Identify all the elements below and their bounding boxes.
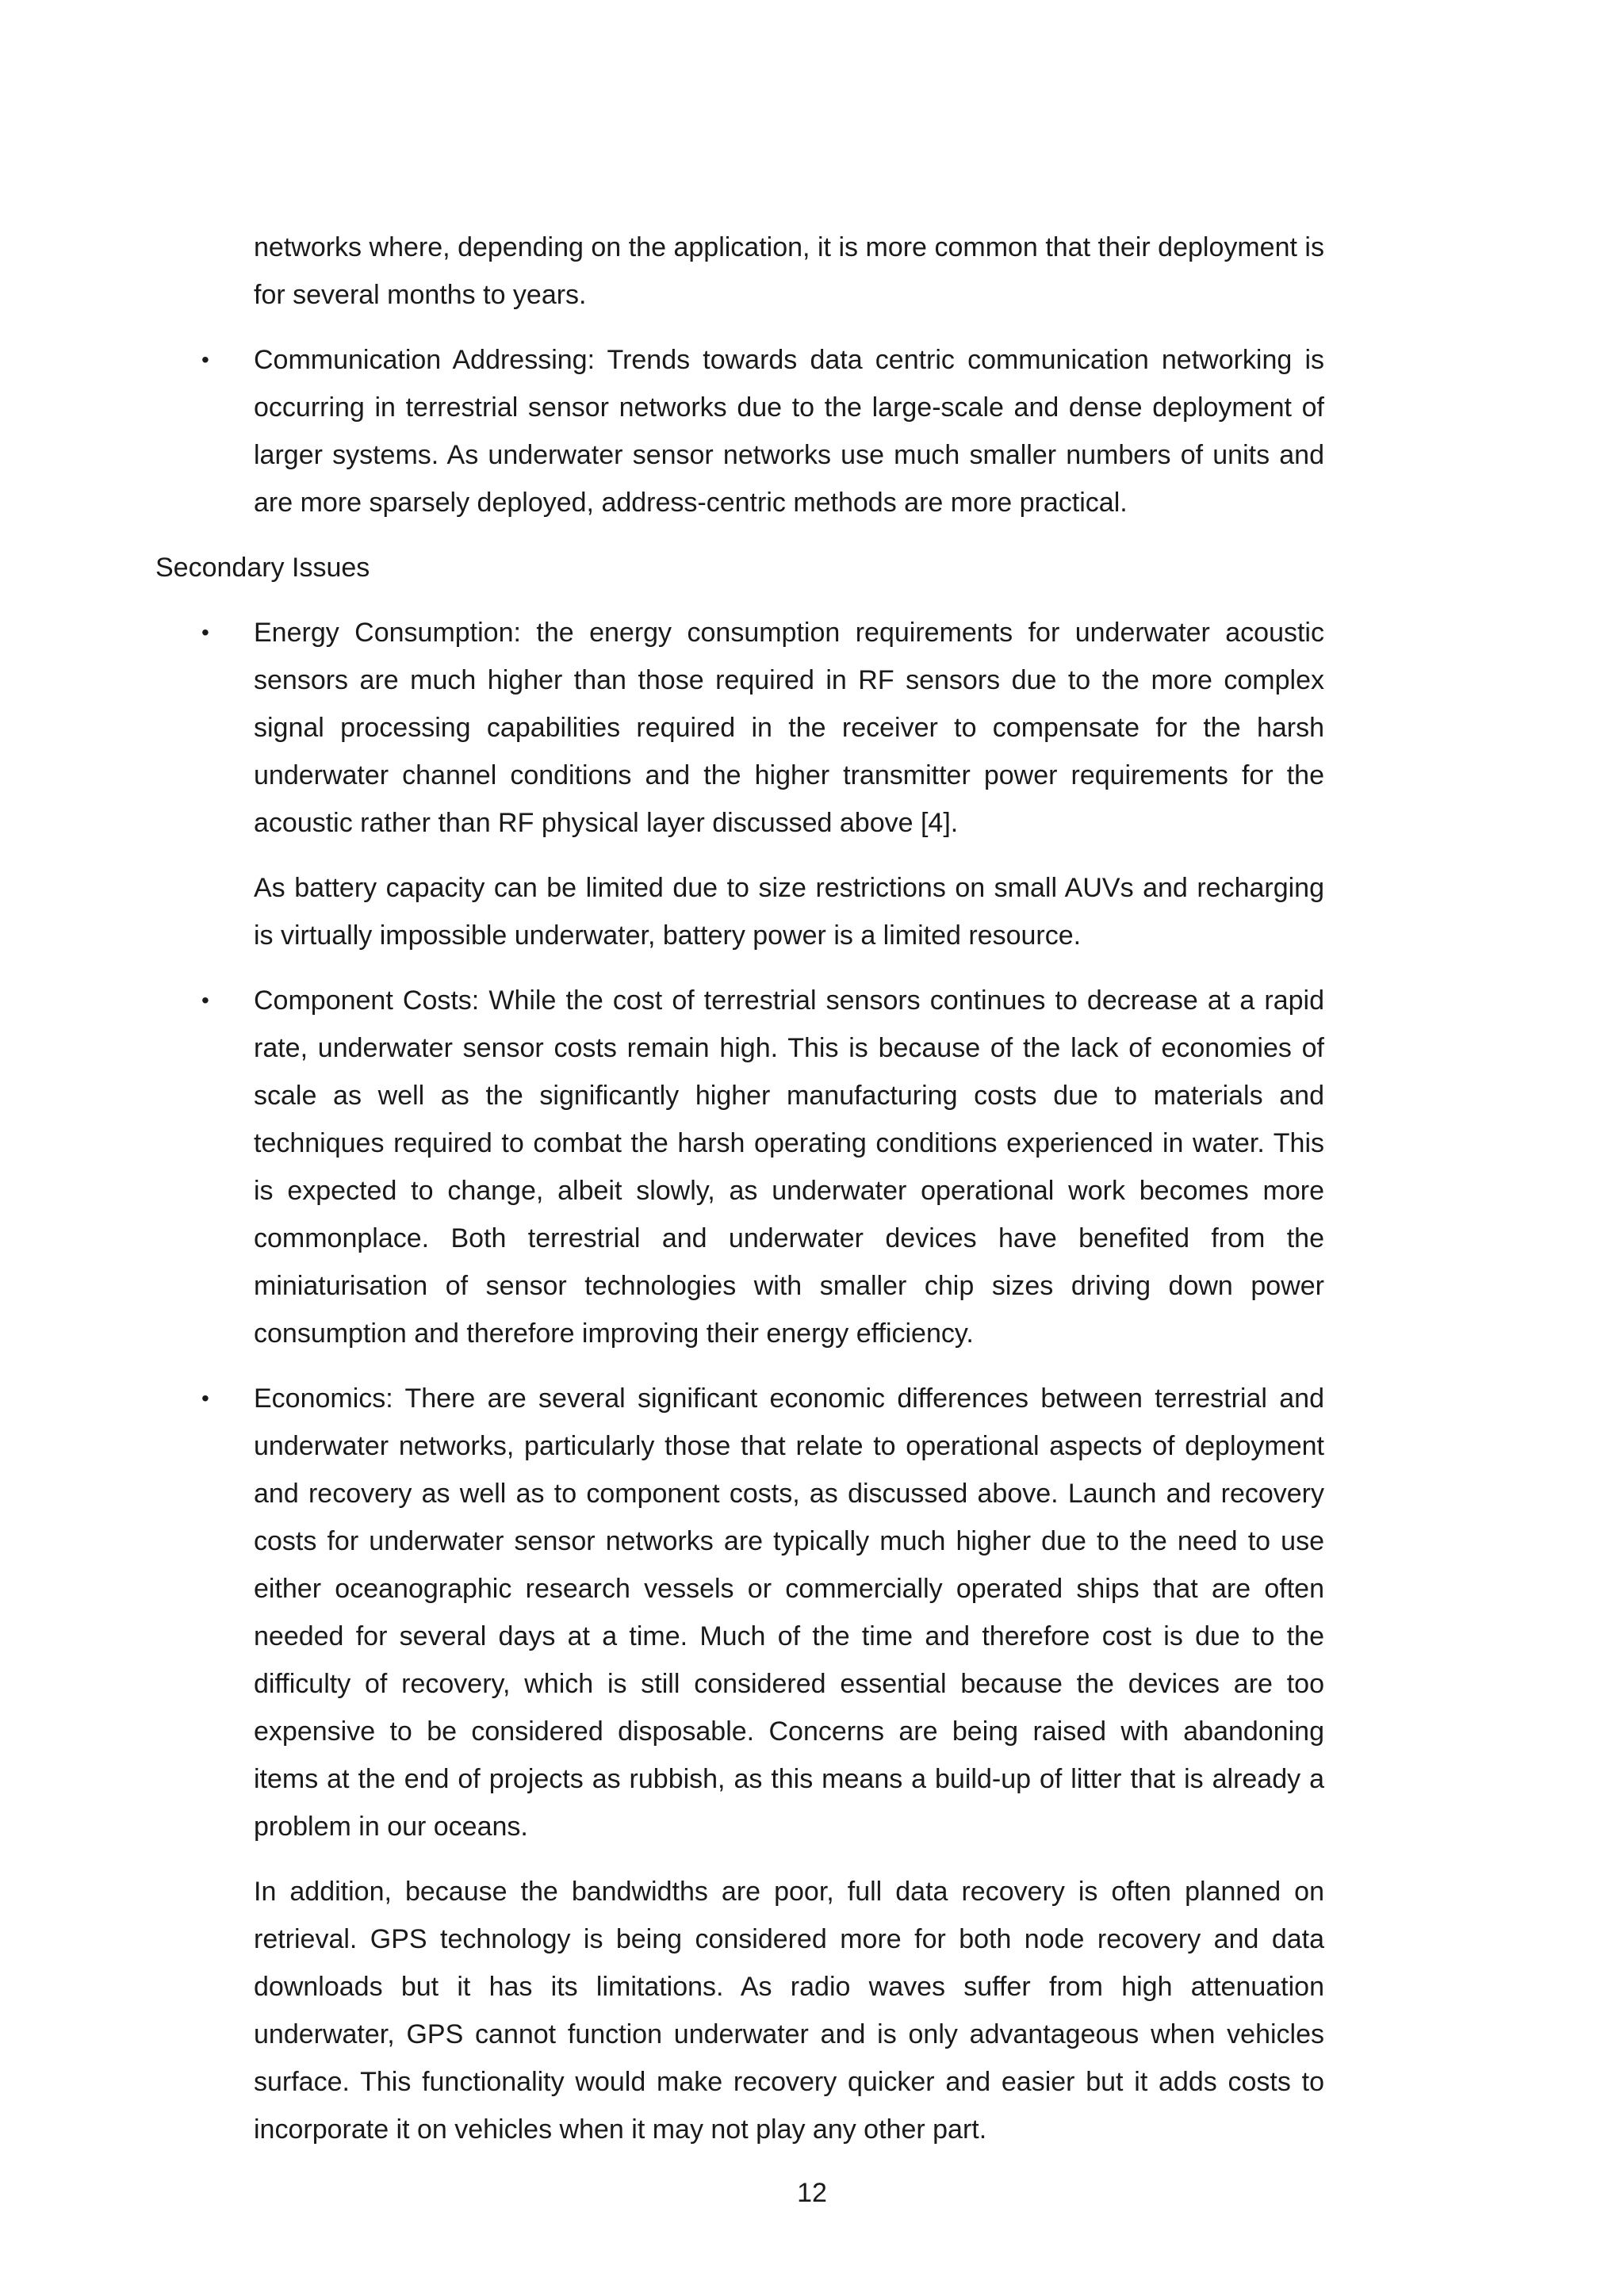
page-number: 12 — [797, 2178, 827, 2208]
continuation-paragraph: networks where, depending on the application, it is more common that their deployment is for several months to years. — [254, 232, 1324, 310]
bullet-paragraph: Component Costs: While the cost of terrestrial sensors continues to decrease at a rapid rate, underwater sensor costs remain high. This is because of the lack of economies of scale as well as the significantly higher manufacturing costs due to materials and techniques required to combat the harsh operating conditions experienced in water. This is expected to change, albeit slowly, as underwater operational work becomes more commonplace. Both terrestrial and underwater devices have benefited from the miniaturisation of sensor technologies with smaller chip sizes driving down power consumption and therefore improving their energy efficiency. — [254, 985, 1324, 1349]
continuation-paragraph-block — [254, 224, 1324, 319]
secondary-issues-heading: Secondary Issues — [155, 553, 370, 583]
bullet-item-component-costs — [201, 977, 1324, 1357]
bullet-icon: • — [201, 1386, 209, 1410]
bullet-item-economics — [201, 1375, 1324, 2153]
bullet-item-communication-addressing — [201, 336, 1324, 526]
bullet-item-energy-consumption — [201, 609, 1324, 959]
bullet-followup-paragraph: In addition, because the bandwidths are poor, full data recovery is often planned on retrieval. GPS technology is being considered more for both node recovery and data downloads but it has its limitations. As radio waves suffer from high attenuation underwater, GPS cannot function underwater and is only advantageous when vehicles surface. This functionality would make recovery quicker and easier but it adds costs to incorporate it on vehicles when it may not play any other part. — [254, 1877, 1324, 2145]
bullet-icon: • — [201, 988, 209, 1012]
bullet-paragraph: Energy Consumption: the energy consumption requirements for underwater acoustic sensors are much higher than those required in RF sensors due to the more complex signal processing capabilities required in the receiver to compensate for the harsh underwater channel conditions and the higher transmitter power requirements for the acoustic rather than RF physical layer discussed above [4]. — [254, 618, 1324, 838]
bullet-paragraph: Communication Addressing: Trends towards data centric communication networking is occurring in terrestrial sensor networks due to the large-scale and dense deployment of larger systems. As underwater sensor networks use much smaller numbers of units and are more sparsely deployed, address-centric methods are more practical. — [254, 345, 1324, 518]
bullet-icon: • — [201, 347, 209, 372]
bullet-followup-paragraph: As battery capacity can be limited due to size restrictions on small AUVs and recharging is virtually impossible underwater, battery power is a limited resource. — [254, 873, 1324, 951]
page-body — [155, 224, 1324, 2153]
bullet-paragraph: Economics: There are several significant economic differences between terrestrial and underwater networks, particularly those that relate to operational aspects of deployment and recovery as well as to component costs, as discussed above. Launch and recovery costs for underwater sensor networks are typically much higher due to the need to use either oceanographic research vessels or commercially operated ships that are often needed for several days at a time. Much of the time and therefore cost is due to the difficulty of recovery, which is still considered essential because the devices are too expensive to be considered disposable. Concerns are being raised with abandoning items at the end of projects as rubbish, as this means a build-up of litter that is already a problem in our oceans. — [254, 1383, 1324, 1842]
bullet-icon: • — [201, 620, 209, 645]
